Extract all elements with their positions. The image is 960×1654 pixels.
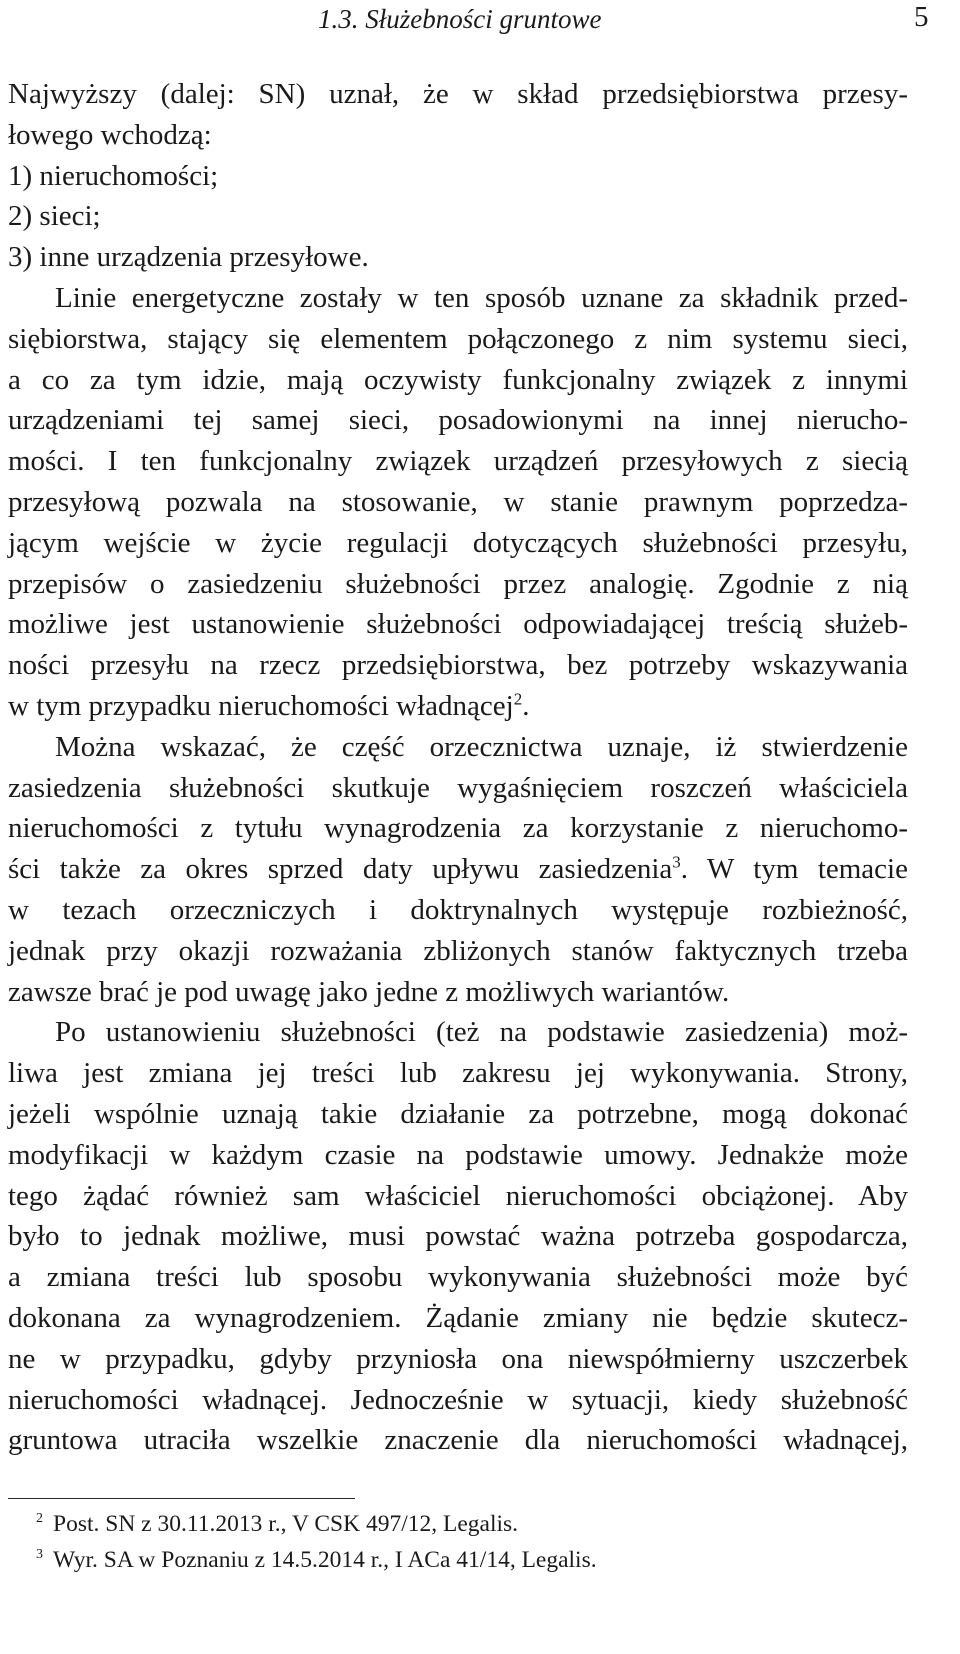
text-line: a zmiana treści lub sposobu wykonywania służebności może być [8,1261,908,1294]
footnote-mark: 3 [36,1547,43,1563]
text-line: w tezach orzeczniczych i doktrynalnych występuje rozbieżność, [8,893,908,926]
text-line: jeżeli wspólnie uznają takie działanie za potrzebne, mogą dokonać [8,1097,908,1130]
paragraph-first-line: Po ustanowieniu służebności (też na podstawie zasiedzenia) moż- [55,1016,908,1049]
text-line: modyfikacji w każdym czasie na podstawie umowy. Jednakże może [8,1138,908,1171]
text-line: tego żądać również sam właściciel nieruchomości obciążonej. Aby [8,1179,908,1212]
text-segment: w tym przypadku nieruchomości władnącej [8,689,514,722]
page-number: 5 [914,1,929,33]
text-line: jącym wejście w życie regulacji dotyczących służebności przesyłu, [8,526,908,559]
text-line: przesyłową pozwala na stosowanie, w stanie prawnym poprzedza- [8,485,908,518]
text-segment: . W tym temacie [680,853,908,886]
footnote-ref: 3 [672,852,681,872]
text-line: nieruchomości z tytułu wynagrodzenia za korzystanie z nieruchomo- [8,812,908,845]
text-line: ności przesyłu na rzecz przedsiębiorstwa, bez potrzeby wskazywania [8,649,908,682]
section-title: 1.3. Służebności gruntowe [318,4,602,34]
text-line: jednak przy okazji rozważania zbliżonych stanów faktycznych trzeba [8,934,908,967]
text-line: możliwe jest ustanowienie służebności odpowiadającej treścią służeb- [8,608,908,641]
text-segment: ści także za okres sprzed daty upływu zasiedzenia [8,853,673,886]
list-item: 1) nieruchomości; [8,159,219,192]
text-line: liwa jest zmiana jej treści lub zakresu jej wykonywania. Strony, [8,1057,908,1090]
text-line: ne w przypadku, gdyby przyniosła ona niewspółmierny uszczerbek [8,1342,908,1375]
paragraph-first-line: Linie energetyczne zostały w ten sposób uznane za składnik przed- [55,281,908,314]
footnote-mark: 2 [36,1511,43,1527]
running-header [0,0,960,40]
text-line: urządzeniami tej samej sieci, posadowionymi na innej nierucho- [8,404,908,437]
text-line: nieruchomości władnącej. Jednocześnie w sytuacji, kiedy służebność [8,1383,908,1416]
body-text [8,74,908,1461]
text-segment: . [522,689,530,722]
text-line [8,686,908,727]
list-item: 3) inne urządzenia przesyłowe. [8,241,369,274]
paragraph-first-line: Można wskazać, że część orzecznictwa uznaje, iż stwierdzenie [55,730,908,763]
text-line: dokonana za wynagrodzeniem. Żądanie zmiany nie będzie skutecz- [8,1301,908,1334]
list-item: 2) sieci; [8,200,101,233]
text-line: Najwyższy (dalej: SN) uznał, że w skład przedsiębiorstwa przesy- [8,78,908,110]
footnotes [36,1506,836,1578]
footnote [36,1506,836,1542]
text-line: mości. I ten funkcjonalny związek urządzeń przesyłowych z siecią [8,445,908,478]
text-line: zasiedzenia służebności skutkuje wygaśnięciem roszczeń właściciela [8,771,908,804]
text-line: a co za tym idzie, mają oczywisty funkcjonalny związek z innymi [8,363,908,396]
footnote-text: Wyr. SA w Poznaniu z 14.5.2014 r., I ACa 41/14, Legalis. [53,1547,597,1573]
text-line [8,849,908,890]
text-line: łowego wchodzą: [8,118,212,151]
text-line: siębiorstwa, stający się elementem połączonego z nim systemu sieci, [8,322,908,355]
footnote [36,1542,836,1578]
text-line: gruntowa utraciła wszelkie znaczenie dla nieruchomości władnącej, [8,1424,908,1457]
text-line: było to jednak możliwe, musi powstać ważna potrzeba gospodarcza, [8,1220,908,1253]
text-line: zawsze brać je pod uwagę jako jedne z możliwych wariantów. [8,975,730,1008]
text-line: przepisów o zasiedzeniu służebności przez analogię. Zgodnie z nią [8,567,908,600]
footnote-divider [8,1498,355,1499]
footnote-text: Post. SN z 30.11.2013 r., V CSK 497/12, Legalis. [53,1511,519,1537]
footnote-ref: 2 [513,689,523,709]
